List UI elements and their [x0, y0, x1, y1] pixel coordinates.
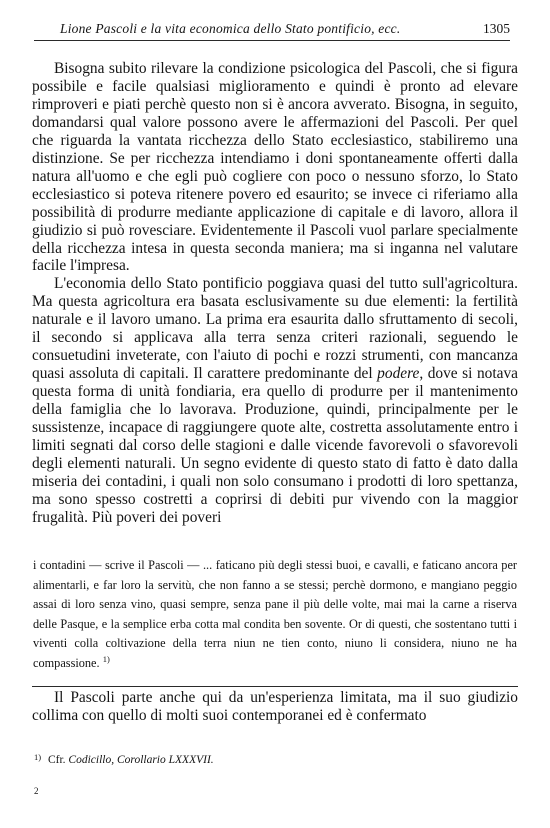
- footnote-number: 1): [34, 752, 42, 762]
- signature-mark: 2: [34, 786, 39, 796]
- block-quotation: [33, 556, 517, 674]
- paragraph-2: [32, 275, 518, 526]
- quotation-text: i contadini — scrive il Pascoli — ... faticano più degli stessi buoi, e cavalli, e faticano ancora per alimentarli, e far loro la servitù, che non fanno a se stessi; perchè dormono, e mangiano peggio assai di loro senza vino, quasi sempre, senza pane il più delle volte, mai mai la carne a riserva delle Pasque, e la semplice erba cotta mal condita ben sovente. Or di questi, che sostentano tutti i viventi colla coltivazione della terra niun ne tien conto, niuno li considera, niuno ne ha compassione.: [33, 558, 517, 670]
- paragraph-3: Il Pascoli parte anche qui da un'esperienza limitata, ma il suo giudizio collima con quello di molti suoi contemporanei ed è confermato: [32, 689, 518, 725]
- paragraph-1: [32, 60, 518, 275]
- section-divider: [32, 686, 518, 687]
- continuation-text: [32, 689, 518, 725]
- page-header: [34, 20, 510, 41]
- quotation-paragraph: [33, 556, 517, 674]
- footnote-citation: Codicillo, Corollario LXXXVII.: [68, 754, 214, 766]
- paragraph-2-text-a: L'economia dello Stato pontificio poggiava quasi del tutto sull'agricoltura. Ma questa agricoltura era basata esclusivamente su due elementi: la fertilità naturale e il lavoro umano. La prima era esaurita dallo sfruttamento di secoli, il secondo si applicava alla terra senza criteri razionali, seguendo le consuetudini inveterate, con l'aiuto di pochi e rozzi strumenti, con mancanza quasi assoluta di capitali. Il carattere predominante del: [32, 275, 518, 383]
- footnote-prefix: Cfr.: [47, 754, 66, 766]
- page-number: 1305: [483, 21, 510, 36]
- italic-term-podere: podere: [377, 365, 420, 383]
- paragraph-2-text-b: , dove si notava questa forma di unità fondiaria, era quello di produrre per il mantenimento della famiglia che lo lavorava. Produzione, quindi, principalmente per le sussistenze, incapace di raggiungere quote alte, costretta assolutamente entro i limiti segnati dal corso delle stagioni e dalle vicende favorevoli o sfavorevoli degli elementi naturali. Un segno evidente di questo stato di fatto è dato dalla miseria dei contadini, i quali non solo consumano i prodotti di loro spettanza, ma sono spesso costretti a coprirsi di debiti pur vivendo con la maggior frugalità. Più poveri dei poveri: [32, 365, 518, 526]
- footnote-reference[interactable]: 1): [102, 653, 110, 664]
- main-text: [32, 60, 518, 527]
- paragraph-1-text: Bisogna subito rilevare la condizione psicologica del Pascoli, che si figura possibile e facile qualsiasi miglioramento e quindi è pronto ad elevare rimproveri e piati perchè questo non si è ancora avverato. Bisogna, in seguito, domandarsi qual valore possono avere le affermazioni del Pascoli. Per quel che riguarda la vantata ricchezza dello Stato ecclesiastico, stabiliremo una distinzione. Se per ricchezza intendiamo i doni spontaneamente offerti dalla natura all'uomo e che egli può cogliere con poco o nessuno sforzo, lo Stato ecclesiastico si poteva ritenere povero ed esaurito; se invece ci riferiamo alla possibilità di produrre mediante applicazione di capitale e di lavoro, allora il giudizio si può rovesciare. Evidentemente il Pascoli vuol parlare specialmente della ricchezza intesa in questa seconda maniera; ma si inganna nel valutare facile l'impresa.: [32, 60, 518, 275]
- running-title: Lione Pascoli e la vita economica dello Stato pontificio, ecc.: [60, 21, 401, 36]
- footnote: [34, 752, 214, 766]
